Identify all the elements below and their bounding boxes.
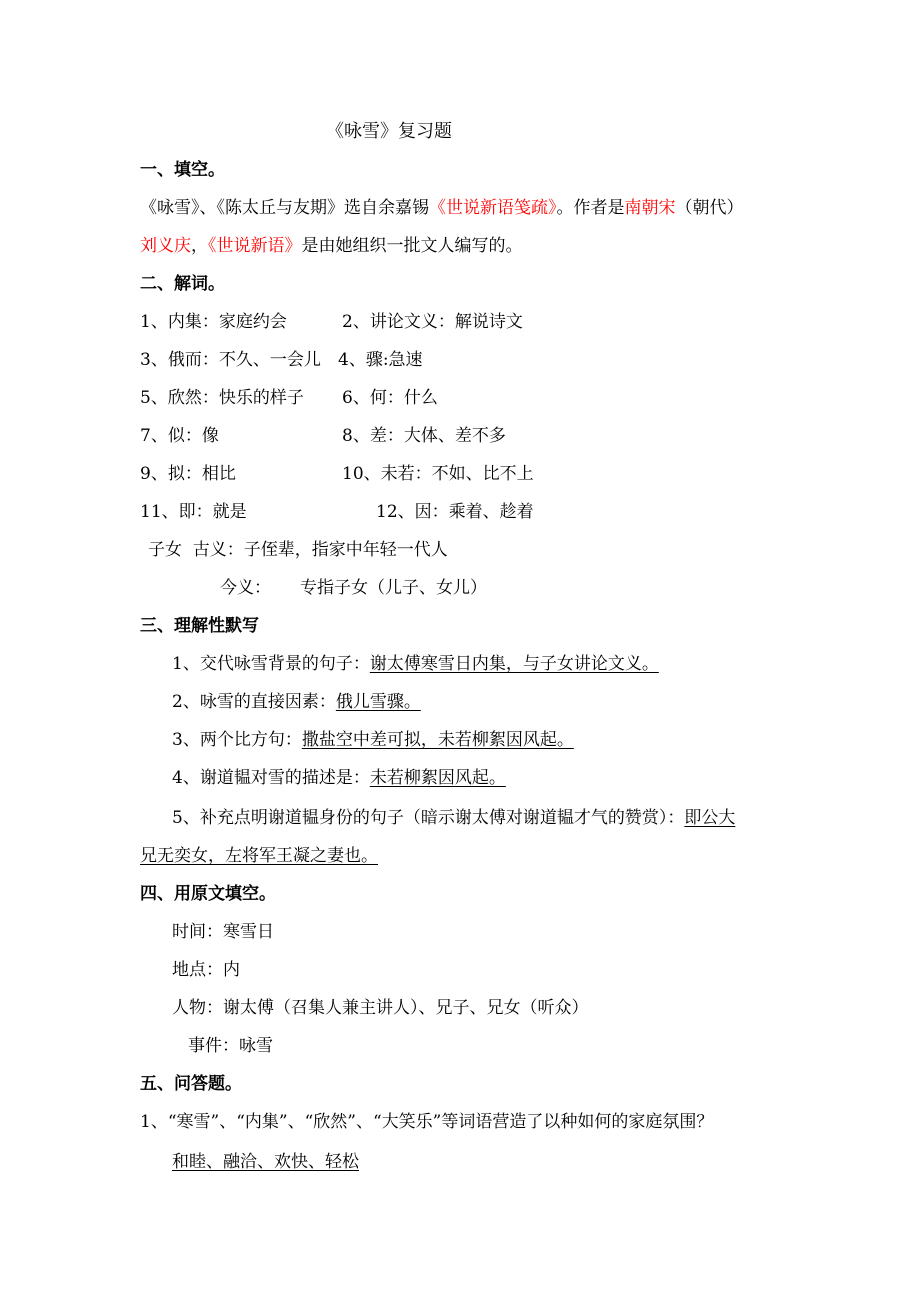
vocab-item: 10、未若：不如、比不上 [342, 464, 534, 484]
vocab-item: 12、因：乘着、趁着 [376, 502, 534, 522]
answer-red: 南朝宋 [624, 198, 676, 218]
question: 2、咏雪的直接因素： [172, 692, 336, 712]
text: 是由她组织一批文人编写的。 [301, 236, 523, 256]
vocab-item: 8、差：大体、差不多 [342, 426, 506, 446]
page-title: 《咏雪》复习题 [326, 121, 452, 142]
place-line: 地点：内 [172, 960, 240, 980]
answer-red: 《世说新语笺疏》 [429, 198, 557, 218]
modern-meaning-label: 今义： [220, 578, 271, 598]
question: 5、补充点明谢道韫身份的句子（暗示谢太傅对谢道韫才气的赞赏）： [172, 808, 685, 828]
vocab-item: 11、即：就是 [140, 502, 247, 522]
section-2-heading: 二、解词。 [140, 274, 225, 294]
fill-line-2 [140, 234, 523, 258]
text: 。作者是 [556, 198, 625, 218]
text: （朝代） [675, 198, 744, 218]
answer-red: 《世说新语》 [208, 236, 302, 256]
fill-line-1 [140, 196, 744, 220]
dictation-3 [172, 728, 574, 752]
ancient-meaning: 子女 古义：子侄辈，指家中年轻一代人 [148, 540, 448, 560]
question: 3、两个比方句： [172, 730, 302, 750]
time-line: 时间：寒雪日 [172, 922, 274, 942]
section-3-heading: 三、理解性默写 [140, 616, 259, 636]
section-1-heading: 一、填空。 [140, 160, 225, 180]
vocab-item: 2、讲论文义：解说诗文 [342, 312, 523, 332]
question: 1、交代咏雪背景的句子： [172, 654, 370, 674]
answer-underlined: 即公大 [684, 808, 736, 828]
question: 4、谢道韫对雪的描述是： [172, 768, 370, 788]
vocab-item: 6、何：什么 [342, 388, 438, 408]
event-line: 事件：咏雪 [188, 1036, 273, 1056]
answer-underlined: 谢太傅寒雪日内集，与子女讲论文义。 [369, 654, 659, 674]
vocab-item: 1、内集：家庭约会 [140, 312, 287, 332]
vocab-item: 3、俄而：不久、一会儿 [140, 350, 321, 370]
dictation-2 [172, 690, 421, 714]
vocab-item: 7、似：像 [140, 426, 219, 446]
people-line: 人物：谢太傅（召集人兼主讲人）、兄子、兄女（听众） [172, 998, 589, 1018]
dictation-4 [172, 766, 506, 790]
vocab-item: 4、骤:急速 [338, 350, 423, 370]
section-5-heading: 五、问答题。 [140, 1074, 242, 1094]
answer-underlined: 未若柳絮因风起。 [369, 768, 506, 788]
answer-underlined: 和睦、融洽、欢快、轻松 [172, 1152, 359, 1172]
dictation-1 [172, 652, 659, 676]
section-4-heading: 四、用原文填空。 [140, 884, 276, 904]
dictation-5 [172, 806, 735, 830]
answer-underlined: 兄无奕女，左将军王凝之妻也。 [140, 846, 378, 866]
answer-underlined: 俄儿雪骤。 [335, 692, 421, 712]
text: ， [191, 236, 208, 256]
answer-underlined: 撒盐空中差可拟，未若柳絮因风起。 [301, 730, 574, 750]
question-1: 1、“寒雪”、“内集”、“欣然”、“大笑乐”等词语营造了以种如何的家庭氛围？ [140, 1112, 714, 1132]
text: 《咏雪》、《陈太丘与友期》选自余嘉锡 [140, 198, 429, 218]
modern-meaning: 专指子女（儿子、女儿） [300, 578, 487, 598]
answer-red: 刘义庆 [140, 236, 191, 256]
vocab-item: 5、欣然：快乐的样子 [140, 388, 304, 408]
vocab-item: 9、拟：相比 [140, 464, 236, 484]
